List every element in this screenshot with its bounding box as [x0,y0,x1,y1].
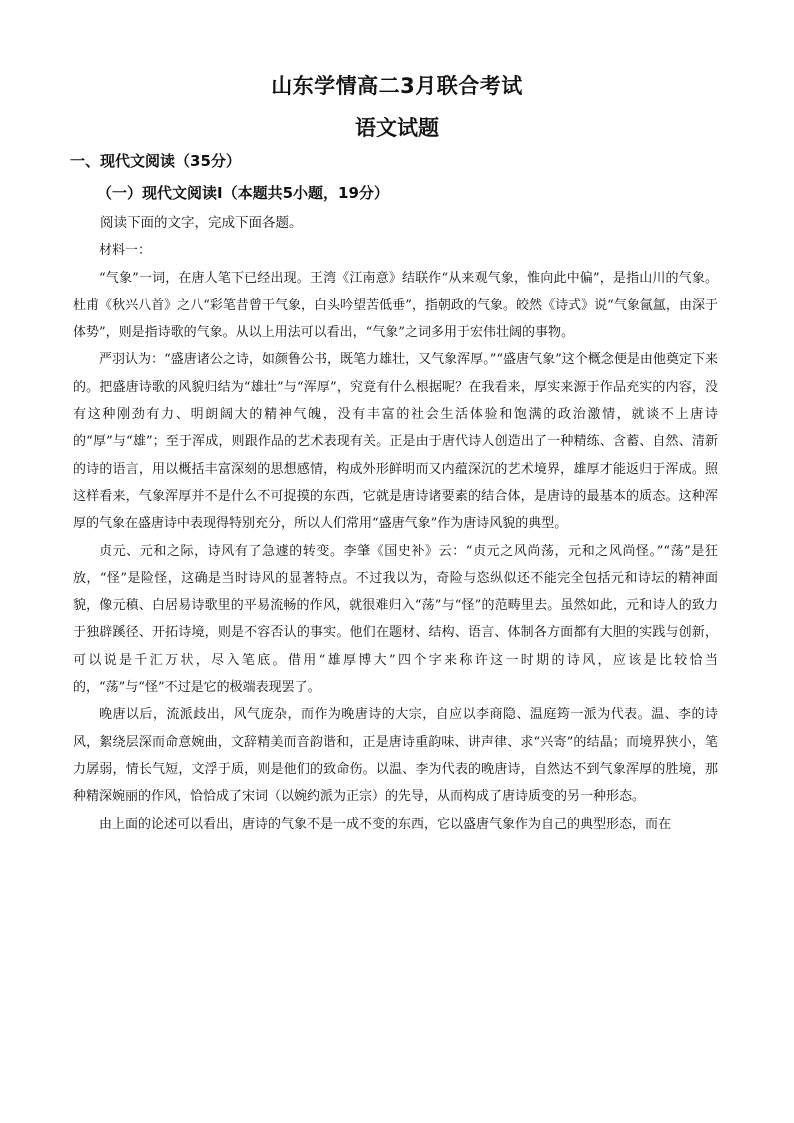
reading-passage [73,210,718,838]
exam-subtitle: 语文试题 [355,116,439,140]
paragraph: 贞元、元和之际，诗风有了急遽的转变。李肇《国史补》云：“贞元之风尚荡，元和之风尚怪。”“荡”是狂放，“怪”是险怪，这确是当时诗风的显著特点。不过我以为，奇险与恣纵似还不能完全包括元和诗坛的精神面貌，像元稹、白居易诗歌里的平易流畅的作风，就很难归入“荡”与“怪”的范畴里去。虽然如此，元和诗人的致力于独辟蹊径、开拓诗境，则是不容否认的事实。他们在题材、结构、语言、体制各方面都有大胆的实践与创新，可以说是千汇万状，尽入笔底。借用“雄厚博大”四个字来称许这一时期的诗风，应该是比较恰当的，“荡”与“怪”不过是它的极端表现罢了。 [73,543,718,696]
paragraph: “气象”一词，在唐人笔下已经出现。王湾《江南意》结联作“从来观气象，惟向此中偏”，是指山川的气象。杜甫《秋兴八首》之八“彩笔昔曾干气象，白头吟望苦低垂”，指朝政的气象。皎然《诗式》说“气象氤氲，由深于体势”，则是指诗歌的气象。从以上用法可以看出，“气象”之词多用于宏伟壮阔的事物。 [73,270,718,341]
paragraph: 晚唐以后，流派歧出，风气庞杂，而作为晚唐诗的大宗，自应以李商隐、温庭筠一派为代表。温、李的诗风，絮绕层深而命意婉曲，文辞精美而音韵谐和，正是唐诗重韵味、讲声律、求“兴寄”的结晶；而境界狭小，笔力孱弱，情长气短，文浮于质，则是他们的致命伤。以温、李为代表的晚唐诗，自然达不到气象浑厚的胜境，那种精深婉丽的作风，恰恰成了宋词（以婉约派为正宗）的先导，从而构成了唐诗质变的另一种形态。 [73,707,718,805]
paragraph: 由上面的论述可以看出，唐诗的气象不是一成不变的东西，它以盛唐气象作为自己的典型形态，而在 [99,816,672,832]
instruction-text: 阅读下面的文字，完成下面各题。 [100,215,303,231]
paragraph: 严羽认为：“盛唐诸公之诗，如颜鲁公书，既笔力雄壮，又气象浑厚。”“盛唐气象”这个概念便是由他奠定下来的。把盛唐诗歌的风貌归结为“雄壮”与“浑厚”，究竟有什么根据呢？在我看来，厚实来源于作品充实的内容，没有这种刚劲有力、明朗阔大的精神气魄，没有丰富的社会生活体验和饱满的政治激情，就谈不上唐诗的“厚”与“雄”；至于浑成，则跟作品的艺术表现有关。正是由于唐代诗人创造出了一种精练、含蓄、自然、清新的诗的语言，用以概括丰富深刻的思想感情，构成外形鲜明而又内蕴深沉的艺术境界，雄厚才能返归于浑成。照这样看来，气象浑厚并不是什么不可捉摸的东西，它就是唐诗诸要素的结合体，是唐诗的最基本的质态。这种浑厚的气象在盛唐诗中表现得特别充分，所以人们常用“盛唐气象”作为唐诗风貌的典型。 [73,352,718,532]
exam-title: 山东学情高二3月联合考试 [271,74,523,98]
material-label: 材料一： [99,243,152,259]
section-heading: 一、现代文阅读（35分） [70,152,241,170]
subsection-heading: （一）现代文阅读Ⅰ（本题共5小题，19分） [97,184,389,202]
